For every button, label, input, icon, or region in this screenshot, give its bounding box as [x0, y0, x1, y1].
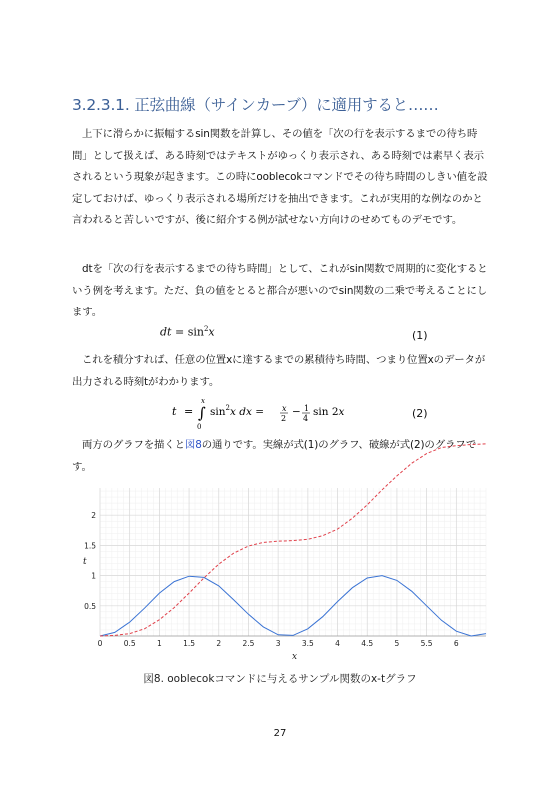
- eq2-lower-limit: 0: [197, 423, 202, 431]
- y-tick-label: 1: [91, 571, 96, 581]
- eq2-frac2-den: 4: [303, 414, 309, 423]
- y-tick-label: 0.5: [84, 601, 96, 611]
- x-tick-label: 2: [216, 639, 222, 648]
- equation-2-number: (2): [412, 407, 428, 420]
- x-tick-label: 1: [156, 639, 162, 648]
- paragraph-4: [72, 435, 492, 478]
- x-tick-label: 5: [394, 639, 400, 648]
- eq2-frac1-num: x: [282, 404, 287, 413]
- y-tick-label: 2: [91, 511, 96, 521]
- eq2-upper-limit: x: [201, 397, 205, 405]
- x-axis-label: x: [292, 652, 298, 662]
- y-axis-label: t: [83, 557, 87, 567]
- paragraph-3-text: これを積分すれば、任意の位置xに達するまでの累積待ち時間、つまり位置xのデータが出力される時刻tがわかります。: [72, 354, 486, 388]
- equation-1-number: (1): [412, 329, 428, 342]
- x-tick-label: 3.5: [301, 639, 314, 648]
- paragraph-1-text: 上下に滑らかに振幅するsin関数を計算し、その値を「次の行を表示するまでの待ち時間」として扱えば、ある時刻ではテキストがゆっくり表示され、ある時刻では素早く表示されるという現象が起きます。この時にooblecokコマンドでその待ち時間のしきい値を設定しておけば、ゆっくり表示される場所だけを抽出できます。これが実用的な例なのかと言われると苦しいですが、後に紹介する例が試せない方向けのせめてものデモです。: [72, 128, 488, 227]
- eq2-frac2-num: 1: [304, 404, 310, 413]
- eq1-lhs: dt: [160, 325, 172, 339]
- eq2-lhs: t: [172, 405, 177, 418]
- equation-2: [170, 396, 410, 430]
- paragraph-4-pre: 両方のグラフを描くと: [82, 439, 185, 451]
- x-tick-label: 2.5: [242, 639, 255, 648]
- eq2-integrand: $\sin^2x$ dx =: [210, 404, 265, 418]
- eq1-exp: 2: [203, 325, 209, 333]
- equation-1: [160, 325, 215, 339]
- section-heading: 3.2.3.1. 正弦曲線（サインカーブ）に適用すると……: [72, 96, 439, 114]
- x-tick-label: 3: [275, 639, 281, 648]
- eq2-sin-term: sin 2x: [313, 406, 345, 418]
- x-tick-label: 6: [453, 639, 459, 648]
- paragraph-2-text: dtを「次の行を表示するまでの待ち時間」として、これがsin関数で周期的に変化するという例を考えます。ただ、負の値をとると都合が悪いのでsin関数の二乗で考えることにします。: [72, 263, 488, 319]
- paragraph-2: [72, 259, 492, 324]
- eq1-var: x: [208, 325, 215, 339]
- figure-8-link[interactable]: 図8: [184, 439, 202, 451]
- chart-grid: [100, 488, 486, 636]
- eq2-minus: −: [292, 406, 301, 418]
- x-tick-label: 5.5: [420, 639, 433, 648]
- plot-area: [100, 488, 486, 636]
- paragraph-1: [72, 124, 492, 232]
- x-tick-label: 0.5: [123, 639, 136, 648]
- y-tick-label: 1.5: [84, 541, 96, 551]
- eq2-frac1-den: 2: [281, 414, 287, 423]
- figure-caption: 図8. ooblecokコマンドに与えるサンプル関数のx-tグラフ: [143, 673, 417, 685]
- paragraph-3: [72, 350, 492, 393]
- xt-chart: [84, 484, 494, 666]
- x-tick-label: 0: [97, 639, 103, 648]
- eq2-equals: =: [184, 405, 194, 418]
- x-tick-label: 4.5: [361, 639, 374, 648]
- x-tick-label: 4: [335, 639, 340, 648]
- x-tick-label: 1.5: [183, 639, 196, 648]
- page-number: 27: [273, 728, 287, 739]
- eq2-integral-sign: ∫: [198, 404, 206, 422]
- paragraph-4-post: の通りです。実線が式(1)のグラフ、破線が式(2)のグラフです。: [72, 439, 477, 473]
- eq1-equals: =: [174, 325, 188, 339]
- eq1-func: sin: [187, 325, 204, 339]
